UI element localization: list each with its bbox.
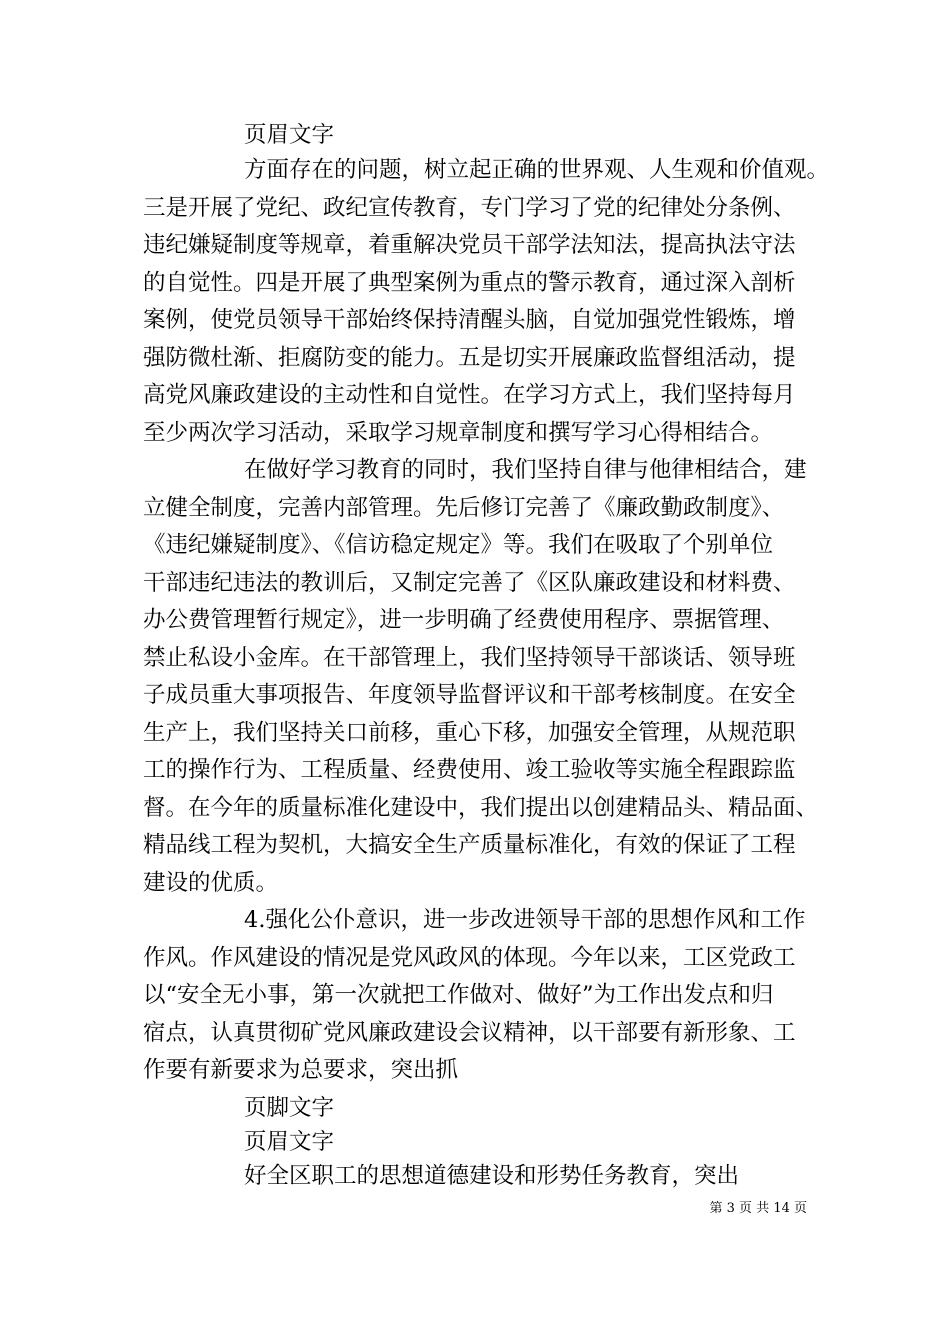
- paragraph-line: 干部违纪违法的教训后，又制定完善了《区队廉政建设和材料费、: [143, 570, 796, 596]
- paragraph-line: 立健全制度，完善内部管理。先后修订完善了《廉政勤政制度》、: [143, 495, 785, 521]
- paragraph-line: 生产上，我们坚持关口前移，重心下移，加强安全管理，从规范职: [143, 720, 796, 746]
- paragraph-line: 在做好学习教育的同时，我们坚持自律与他律相结合，建: [244, 457, 807, 483]
- paragraph-line: 以“安全无小事，第一次就把工作做对、做好”为工作出发点和归: [143, 982, 774, 1008]
- paragraph-line: 的自觉性。四是开展了典型案例为重点的警示教育，通过深入剖析: [143, 270, 796, 296]
- paragraph-line: 4.强化公仆意识，进一步改进领导干部的思想作风和工作: [244, 907, 806, 933]
- paragraph-line: 好全区职工的思想道德建设和形势任务教育，突出: [244, 1163, 740, 1189]
- paragraph-line: 作要有新要求为总要求，突出抓: [143, 1057, 459, 1083]
- paragraph-line: 作风。作风建设的情况是党风政风的体现。今年以来，工区党政工: [143, 945, 796, 971]
- paragraph-line: 办公费管理暂行规定》，进一步明确了经费使用程序、票据管理、: [143, 607, 785, 633]
- paragraph-line: 建设的优质。: [143, 870, 279, 896]
- paragraph-line: 至少两次学习活动，采取学习规章制度和撰写学习心得相结合。: [143, 420, 774, 446]
- paragraph-line: 三是开展了党纪、政纪宣传教育，专门学习了党的纪律处分条例、: [143, 195, 796, 221]
- paragraph-line: 宿点，认真贯彻矿党风廉政建设会议精神，以干部要有新形象、工: [143, 1020, 796, 1046]
- page-footer: 页脚文字: [244, 1095, 335, 1121]
- paragraph-line: 案例，使党员领导干部始终保持清醒头脑，自觉加强党性锻炼，增: [143, 307, 796, 333]
- paragraph-line: 精品线工程为契机，大搞安全生产质量标准化，有效的保证了工程: [143, 832, 796, 858]
- paragraph-line: 方面存在的问题，树立起正确的世界观、人生观和价值观。: [244, 157, 830, 183]
- page-number: 第 3 页 共 14 页: [709, 1201, 807, 1216]
- paragraph-line: 子成员重大事项报告、年度领导监督评议和干部考核制度。在安全: [143, 682, 796, 708]
- paragraph-line: 强防微杜渐、拒腐防变的能力。五是切实开展廉政监督组活动，提: [143, 345, 796, 371]
- page-header: 页眉文字: [244, 122, 335, 148]
- paragraph-line: 高党风廉政建设的主动性和自觉性。在学习方式上，我们坚持每月: [143, 382, 796, 408]
- paragraph-line: 工的操作行为、工程质量、经费使用、竣工验收等实施全程跟踪监: [143, 757, 796, 783]
- paragraph-line: 禁止私设小金库。在干部管理上，我们坚持领导干部谈话、领导班: [143, 645, 796, 671]
- paragraph-line: 违纪嫌疑制度等规章，着重解决党员干部学法知法，提高执法守法: [143, 232, 796, 258]
- paragraph-line: 《违纪嫌疑制度》、《信访稳定规定》等。我们在吸取了个别单位: [143, 532, 774, 558]
- page-header: 页眉文字: [244, 1129, 335, 1155]
- paragraph-line: 督。在今年的质量标准化建设中，我们提出以创建精品头、精品面、: [143, 795, 819, 821]
